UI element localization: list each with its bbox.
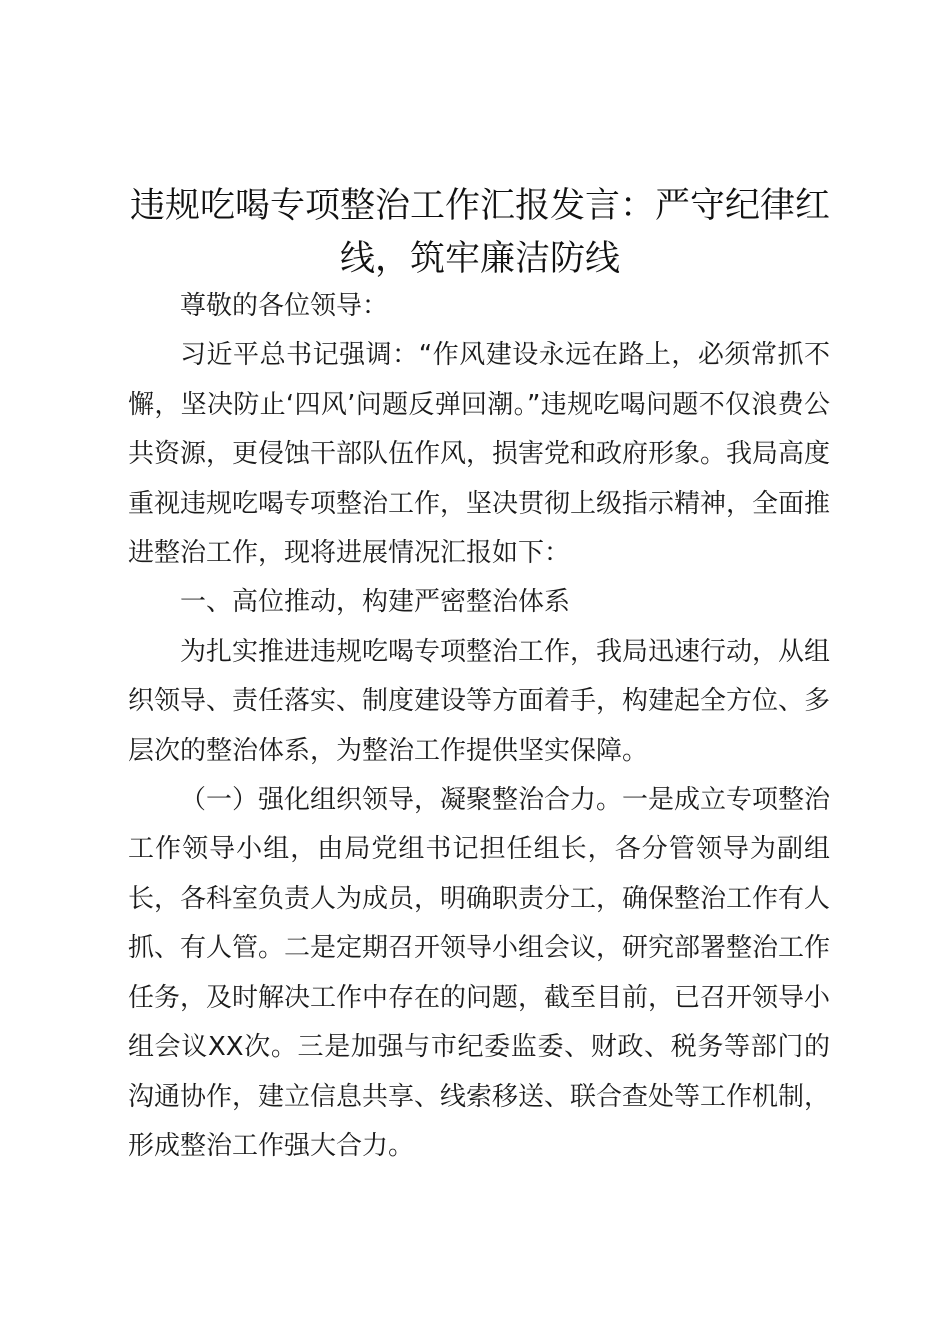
salutation: 尊敬的各位领导： — [180, 291, 389, 321]
paragraph-intro: 习近平总书记强调：“作风建设永远在路上，必须常抓不懈，坚决防止‘四风’问题反弹回潮。”违规吃喝问题不仅浪费公共资源，更侵蚀干部队伍作风，损害党和政府形象。我局高度重视违规吃喝专项整治工作，坚决贯彻上级指示精神，全面推进整治工作，现将进展情况汇报如下： — [128, 340, 831, 569]
paragraph-section-overview: 为扎实推进违规吃喝专项整治工作，我局迅速行动，从组织领导、责任落实、制度建设等方面着手，构建起全方位、多层次的整治体系，为整治工作提供坚实保障。 — [128, 636, 831, 766]
section-heading: 一、高位推动，构建严密整治体系 — [180, 587, 571, 618]
paragraph-subsection-1: （一）强化组织领导，凝聚整治合力。一是成立专项整治工作领导小组，由局党组书记担任组长，各分管领导为副组长，各科室负责人为成员，明确职责分工，确保整治工作有人抓、有人管。二是定期召开领导小组会议，研究部署整治工作任务，及时解决工作中存在的问题，截至目前，已召开领导小组会议XX次。三是加强与市纪委监委、财政、税务等部门的沟通协作，建立信息共享、线索移送、联合查处等工作机制，形成整治工作强大合力。 — [128, 785, 831, 1161]
document-title: 违规吃喝专项整治工作汇报发言：严守纪律红线，筑牢廉洁防线 — [129, 186, 830, 279]
document-body — [128, 282, 830, 1171]
